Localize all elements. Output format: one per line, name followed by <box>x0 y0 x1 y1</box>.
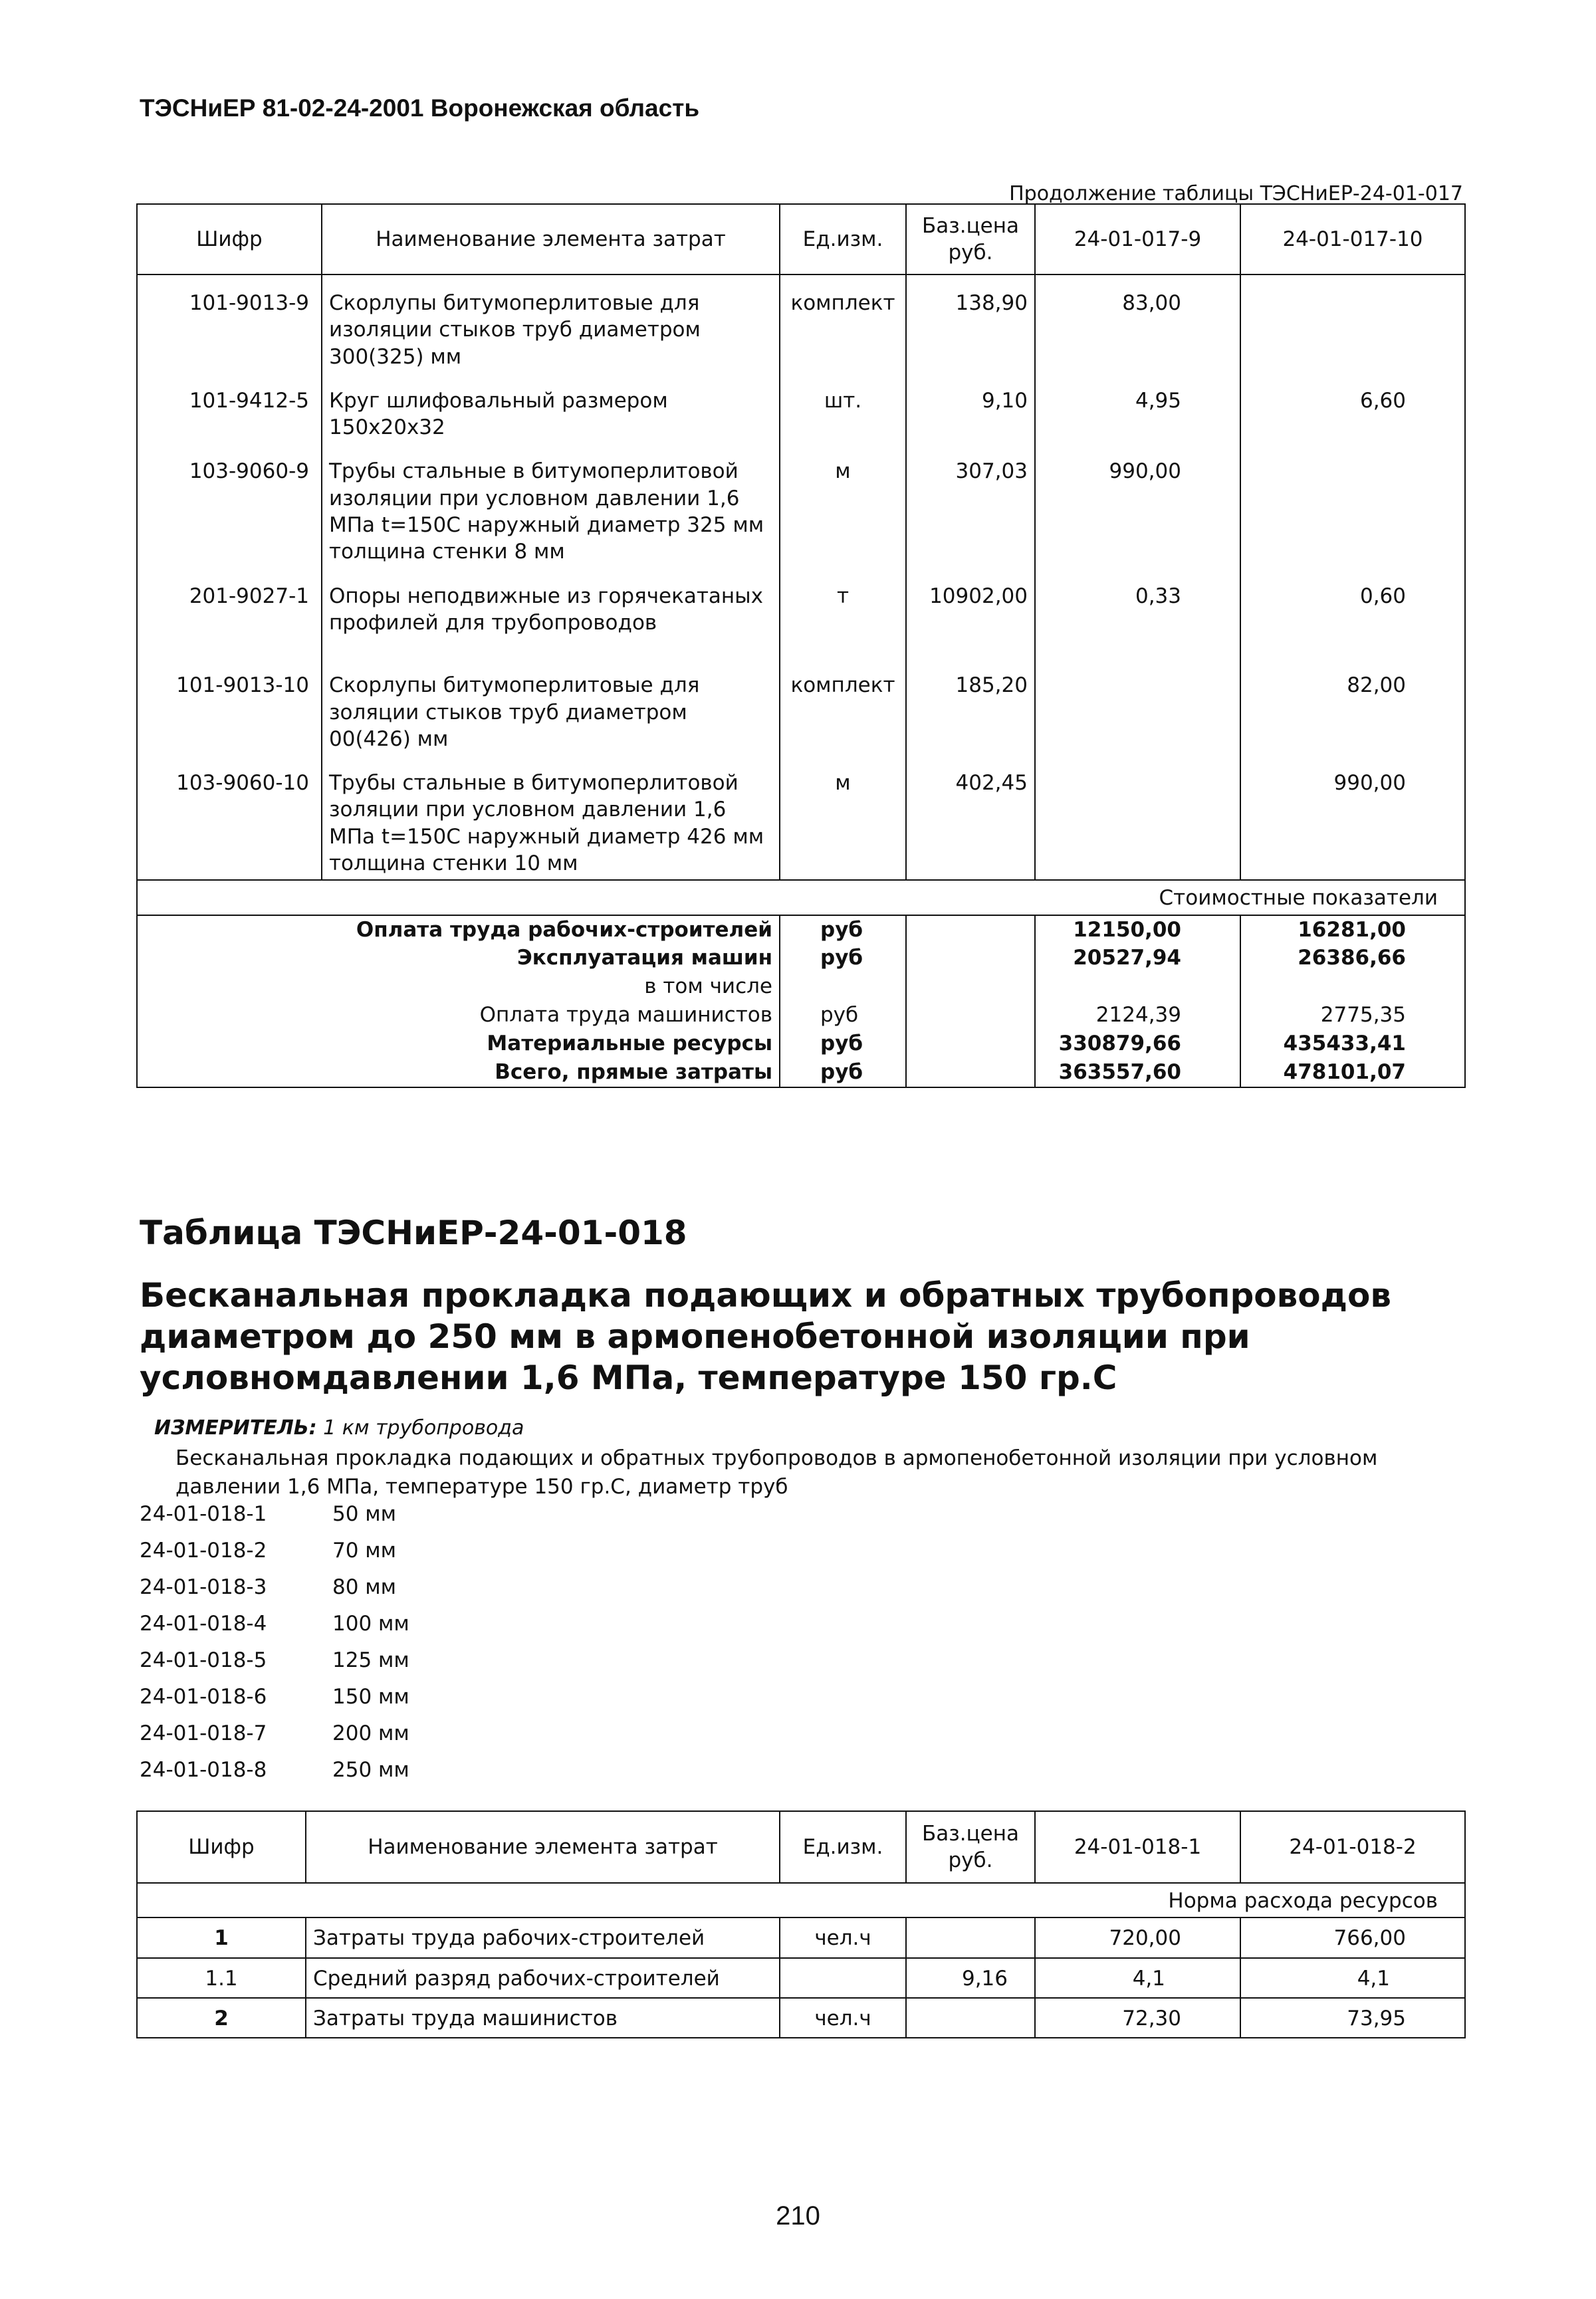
cost-unit: руб <box>780 915 906 944</box>
norm-section-header: Норма расхода ресурсов <box>137 1883 1465 1917</box>
col-header-v2: 24-01-018-2 <box>1240 1811 1465 1883</box>
row-v1: 4,1 <box>1035 1958 1240 1998</box>
col-header-unit: Ед.изм. <box>780 1811 906 1883</box>
row-name: Скорлупы битумоперлитовые для золяции стыков труб диаметром 00(426) мм <box>322 639 780 755</box>
table-row <box>137 1998 1465 2038</box>
row-v2 <box>1240 443 1465 568</box>
row-name: Затраты труда рабочих-строителей <box>306 1917 780 1957</box>
cost-v2 <box>1240 972 1465 1001</box>
row-price: 185,20 <box>906 639 1035 755</box>
col-header-code: Шифр <box>137 1811 306 1883</box>
measure-line <box>154 1416 524 1440</box>
list-item <box>140 1502 409 1539</box>
col-header-name: Наименование элемента затрат <box>306 1811 780 1883</box>
code-value: 125 мм <box>332 1648 409 1672</box>
cost-row <box>137 1058 1465 1087</box>
table-title: Таблица ТЭСНиЕР-24-01-018 <box>140 1214 687 1252</box>
cost-v2: 435433,41 <box>1240 1030 1465 1058</box>
row-price: 10902,00 <box>906 568 1035 639</box>
table-row <box>137 373 1465 444</box>
code-value: 250 мм <box>332 1758 409 1782</box>
row-v1: 83,00 <box>1035 274 1240 373</box>
table-row <box>137 1917 1465 1957</box>
cost-label: Эксплуатация машин <box>137 944 780 972</box>
col-header-price: Баз.цена руб. <box>906 1811 1035 1883</box>
section-description: Бесканальная прокладка подающих и обратных трубопроводов в армопенобетонной изоляции при условном давлении 1,6 МПа, температуре 150 гр.С, диаметр труб <box>175 1446 1378 1499</box>
cost-row <box>137 972 1465 1001</box>
cost-v1: 363557,60 <box>1035 1058 1240 1087</box>
row-price: 9,16 <box>906 1958 1035 1998</box>
row-unit: т <box>780 568 906 639</box>
row-code: 103-9060-10 <box>137 755 322 880</box>
cost-label: Материальные ресурсы <box>137 1030 780 1058</box>
code-value: 200 мм <box>332 1721 409 1745</box>
row-price: 138,90 <box>906 274 1035 373</box>
table-row <box>137 568 1465 639</box>
row-v2: 0,60 <box>1240 568 1465 639</box>
cost-unit: руб <box>780 1058 906 1087</box>
row-v2: 4,1 <box>1240 1958 1465 1998</box>
col-header-v2: 24-01-017-10 <box>1240 204 1465 274</box>
row-v1: 72,30 <box>1035 1998 1240 2038</box>
row-name: Средний разряд рабочих-строителей <box>306 1958 780 1998</box>
row-code: 101-9412-5 <box>137 373 322 444</box>
code-value: 50 мм <box>332 1502 397 1526</box>
row-code: 101-9013-10 <box>137 639 322 755</box>
code-list <box>140 1502 409 1795</box>
cost-v1: 12150,00 <box>1035 915 1240 944</box>
cost-v1: 330879,66 <box>1035 1030 1240 1058</box>
row-name: Круг шлифовальный размером 150x20x32 <box>322 373 780 444</box>
cost-v2: 16281,00 <box>1240 915 1465 944</box>
cost-v2: 26386,66 <box>1240 944 1465 972</box>
cost-unit: руб <box>780 1001 906 1030</box>
cost-row <box>137 1030 1465 1058</box>
table2-header-row <box>137 1811 1465 1883</box>
cost-empty <box>906 1058 1035 1087</box>
row-v2: 82,00 <box>1240 639 1465 755</box>
row-unit: м <box>780 443 906 568</box>
cost-unit: руб <box>780 944 906 972</box>
cost-label: Оплата труда рабочих-строителей <box>137 915 780 944</box>
row-price <box>906 1998 1035 2038</box>
row-unit <box>780 1958 906 1998</box>
row-code: 201-9027-1 <box>137 568 322 639</box>
cost-section-header: Стоимостные показатели <box>137 880 1465 915</box>
row-unit: чел.ч <box>780 1917 906 1957</box>
list-item <box>140 1575 409 1612</box>
row-v1 <box>1035 639 1240 755</box>
page-number: 210 <box>776 2201 820 2231</box>
code: 24-01-018-4 <box>140 1612 267 1636</box>
cost-empty <box>906 944 1035 972</box>
table-row <box>137 639 1465 755</box>
row-price: 9,10 <box>906 373 1035 444</box>
code-value: 70 мм <box>332 1539 397 1563</box>
code: 24-01-018-6 <box>140 1685 267 1709</box>
row-name: Трубы стальные в битумоперлитовой золяции при условном давлении 1,6 МПа t=150C наружный диаметр 426 мм толщина стенки 10 мм <box>322 755 780 880</box>
norm-section-header-row <box>137 1883 1465 1917</box>
running-header: ТЭСНиЕР 81-02-24-2001 Воронежская область <box>140 94 700 122</box>
row-v2: 766,00 <box>1240 1917 1465 1957</box>
code: 24-01-018-8 <box>140 1758 267 1782</box>
list-item <box>140 1539 409 1575</box>
row-code: 1 <box>137 1917 306 1957</box>
row-v1 <box>1035 755 1240 880</box>
table-row <box>137 1958 1465 1998</box>
cost-row <box>137 1001 1465 1030</box>
col-header-price: Баз.цена руб. <box>906 204 1035 274</box>
row-unit: комплект <box>780 274 906 373</box>
cost-section-header-row <box>137 880 1465 915</box>
cost-empty <box>906 915 1035 944</box>
row-name: Скорлупы битумоперлитовые для изоляции стыков труб диаметром 300(325) мм <box>322 274 780 373</box>
code: 24-01-018-2 <box>140 1539 267 1563</box>
cost-row <box>137 915 1465 944</box>
row-name: Опоры неподвижные из горячекатаных профилей для трубопроводов <box>322 568 780 639</box>
table-row <box>137 755 1465 880</box>
table1-caption: Продолжение таблицы ТЭСНиЕР-24-01-017 <box>1009 182 1463 205</box>
cost-unit <box>780 972 906 1001</box>
cost-empty <box>906 1001 1035 1030</box>
row-unit: м <box>780 755 906 880</box>
table2 <box>136 1810 1466 2038</box>
cost-label: Всего, прямые затраты <box>137 1058 780 1087</box>
col-header-code: Шифр <box>137 204 322 274</box>
cost-row <box>137 944 1465 972</box>
row-code: 101-9013-9 <box>137 274 322 373</box>
row-v2: 990,00 <box>1240 755 1465 880</box>
col-header-name: Наименование элемента затрат <box>322 204 780 274</box>
code: 24-01-018-1 <box>140 1502 267 1526</box>
cost-v1: 20527,94 <box>1035 944 1240 972</box>
table-row <box>137 274 1465 373</box>
cost-v2: 2775,35 <box>1240 1001 1465 1030</box>
row-price <box>906 1917 1035 1957</box>
row-v1: 4,95 <box>1035 373 1240 444</box>
col-header-unit: Ед.изм. <box>780 204 906 274</box>
row-unit: комплект <box>780 639 906 755</box>
list-item <box>140 1721 409 1758</box>
col-header-v1: 24-01-017-9 <box>1035 204 1240 274</box>
cost-v2: 478101,07 <box>1240 1058 1465 1087</box>
code: 24-01-018-7 <box>140 1721 267 1745</box>
list-item <box>140 1648 409 1685</box>
row-name: Трубы стальные в битумоперлитовой изоляции при условном давлении 1,6 МПа t=150C наружный диаметр 325 мм толщина стенки 8 мм <box>322 443 780 568</box>
row-v1: 720,00 <box>1035 1917 1240 1957</box>
row-v1: 0,33 <box>1035 568 1240 639</box>
cost-v1: 2124,39 <box>1035 1001 1240 1030</box>
row-unit: чел.ч <box>780 1998 906 2038</box>
row-unit: шт. <box>780 373 906 444</box>
row-code: 2 <box>137 1998 306 2038</box>
list-item <box>140 1685 409 1721</box>
table-row <box>137 443 1465 568</box>
table1-header-row <box>137 204 1465 274</box>
code-value: 150 мм <box>332 1685 409 1709</box>
row-v2: 73,95 <box>1240 1998 1465 2038</box>
section-title: Бесканальная прокладка подающих и обратных трубопроводов диаметром до 250 мм в армопенобетонной изоляции при условномдавлении 1,6 МПа, температуре 150 гр.С <box>140 1276 1392 1397</box>
cost-label: в том числе <box>137 972 780 1001</box>
cost-label: Оплата труда машинистов <box>137 1001 780 1030</box>
code-value: 100 мм <box>332 1612 409 1636</box>
cost-empty <box>906 972 1035 1001</box>
row-name: Затраты труда машинистов <box>306 1998 780 2038</box>
code-value: 80 мм <box>332 1575 397 1599</box>
measure-label: ИЗМЕРИТЕЛЬ: <box>154 1416 317 1440</box>
cost-empty <box>906 1030 1035 1058</box>
row-price: 307,03 <box>906 443 1035 568</box>
row-code: 1.1 <box>137 1958 306 1998</box>
measure-value: 1 км трубопровода <box>323 1416 524 1440</box>
row-price: 402,45 <box>906 755 1035 880</box>
list-item <box>140 1758 409 1795</box>
row-v2 <box>1240 274 1465 373</box>
row-v1: 990,00 <box>1035 443 1240 568</box>
table1 <box>136 203 1466 1088</box>
cost-unit: руб <box>780 1030 906 1058</box>
code: 24-01-018-5 <box>140 1648 267 1672</box>
cost-v1 <box>1035 972 1240 1001</box>
code: 24-01-018-3 <box>140 1575 267 1599</box>
row-code: 103-9060-9 <box>137 443 322 568</box>
list-item <box>140 1612 409 1648</box>
row-v2: 6,60 <box>1240 373 1465 444</box>
col-header-v1: 24-01-018-1 <box>1035 1811 1240 1883</box>
